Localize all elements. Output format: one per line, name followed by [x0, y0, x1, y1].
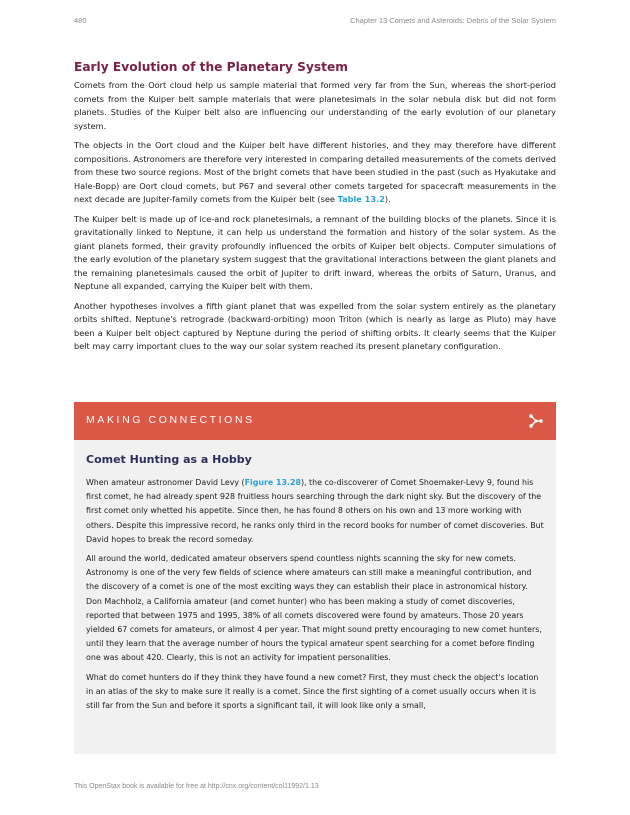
table-13-2-link[interactable]: Table 13.2 — [337, 194, 385, 204]
paragraph-2-text-start: The objects in the Oort cloud and the Kuiper belt have different histories, and they may therefore have different compositions. Astronomers are therefore very interested in comparing detailed measurements of the comets derived from these two source regions. Most of the bright comets that have been studied in the past (such as Hyakutake and Hale-Bopp) are Oort cloud comets, but P67 and several other comets targeted for spacecraft measurements in the next decade are Jupiter-family comets from the Kuiper belt (see — [74, 140, 556, 204]
paragraph-3: The Kuiper belt is made up of ice-and rock planetesimals, a remnant of the building blocks of the planets. Since it is gravitationally linked to Neptune, it can help us understand the formation and history of the solar system. As the giant planets formed, their gravity profoundly influenced the orbits of Kuiper belt objects. Computer simulations of the early evolution of the planetary system suggest that the gravitational interactions between the giant planets and the remaining planetesimals caused the orbit of Jupiter to drift inward, whereas the orbits of Saturn, Uranus, and Neptune all expanded, carrying the Kuiper belt with them. — [74, 213, 556, 291]
feature-body — [74, 440, 556, 713]
paragraph-2 — [74, 139, 556, 207]
feature-paragraph-2: All around the world, dedicated amateur observers spend countless nights scanning the sky for new comets. Astronomy is one of the very few fields of science where amateurs can still make a meaningful contribution, and the discovery of a comet is one of the most exciting ways they can establish their place in astronomical history. Don Machholz, a California amateur (and comet hunter) who has been making a study of comet discoveries, reported that between 1975 and 1995, 38% of all comets discovered were found by amateurs. Those 20 years yielded 67 comets for amateurs, or almost 4 per year. That might sound pretty encouraging to new comet hunters, until they learn that the average number of hours the typical amateur spent searching for a comet before finding one was about 420. Clearly, this is not an activity for impatient personalities. — [86, 554, 542, 663]
feature-banner — [74, 402, 556, 440]
connections-icon — [528, 413, 544, 429]
feature-paragraph-1-text-start: When amateur astronomer David Levy ( — [86, 478, 245, 487]
making-connections-box — [74, 402, 556, 754]
feature-paragraph-3: What do comet hunters do if they think they have found a new comet? First, they must check the object's location in an atlas of the sky to make sure it really is a comet. Since the first sighting of a comet usually occurs when it is still far from the Sun and before it sports a significant tail, it will look like only a small, — [86, 672, 539, 711]
figure-13-28-link[interactable]: Figure 13.28 — [244, 478, 301, 487]
feature-paragraph-1 — [86, 476, 544, 547]
page-header — [74, 16, 556, 28]
paragraph-1: Comets from the Oort cloud help us sample material that formed very far from the Sun, whereas the short-period comets from the Kuiper belt sample materials that were planetesimals in the solar nebula disk but did not form planets. Studies of the Kuiper belt also are influencing our understanding of the early evolution of our planetary system. — [74, 80, 556, 131]
main-content — [74, 60, 556, 360]
feature-paragraph-1-text-end: ), the co-discoverer of Comet Shoemaker-Levy 9, found his first comet, he had already spent 928 fruitless hours searching through the dark night sky. But the discovery of the first comet only whetted his appetite. Since then, he has found 8 others on his own and 13 more working with others. Despite this impressive record, he ranks only third in the record books for number of comet discoveries. But David hopes to break the record someday. — [86, 478, 544, 544]
section-title: Early Evolution of the Planetary System — [74, 60, 348, 74]
paragraph-4: Another hypotheses involves a fifth giant planet that was expelled from the solar system entirely as the planetary orbits shifted. Neptune's retrograde (backward-orbiting) moon Triton (which is nearly as large as Pluto) may have been a Kuiper belt object captured by Neptune during the period of shifting orbits. It clearly seems that the Kuiper belt may carry important clues to the way our solar system reached its present planetary configuration. — [74, 300, 556, 351]
page-footer: This OpenStax book is available for free at http://cnx.org/content/col11992/1.13 — [74, 783, 319, 790]
paragraph-2-text-end: ). — [384, 194, 391, 204]
chapter-title: Chapter 13 Comets and Asteroids: Debris of the Solar System — [350, 16, 556, 25]
feature-title: Comet Hunting as a Hobby — [86, 453, 252, 466]
page-number: 480 — [74, 16, 87, 25]
banner-label: MAKING CONNECTIONS — [86, 414, 255, 426]
